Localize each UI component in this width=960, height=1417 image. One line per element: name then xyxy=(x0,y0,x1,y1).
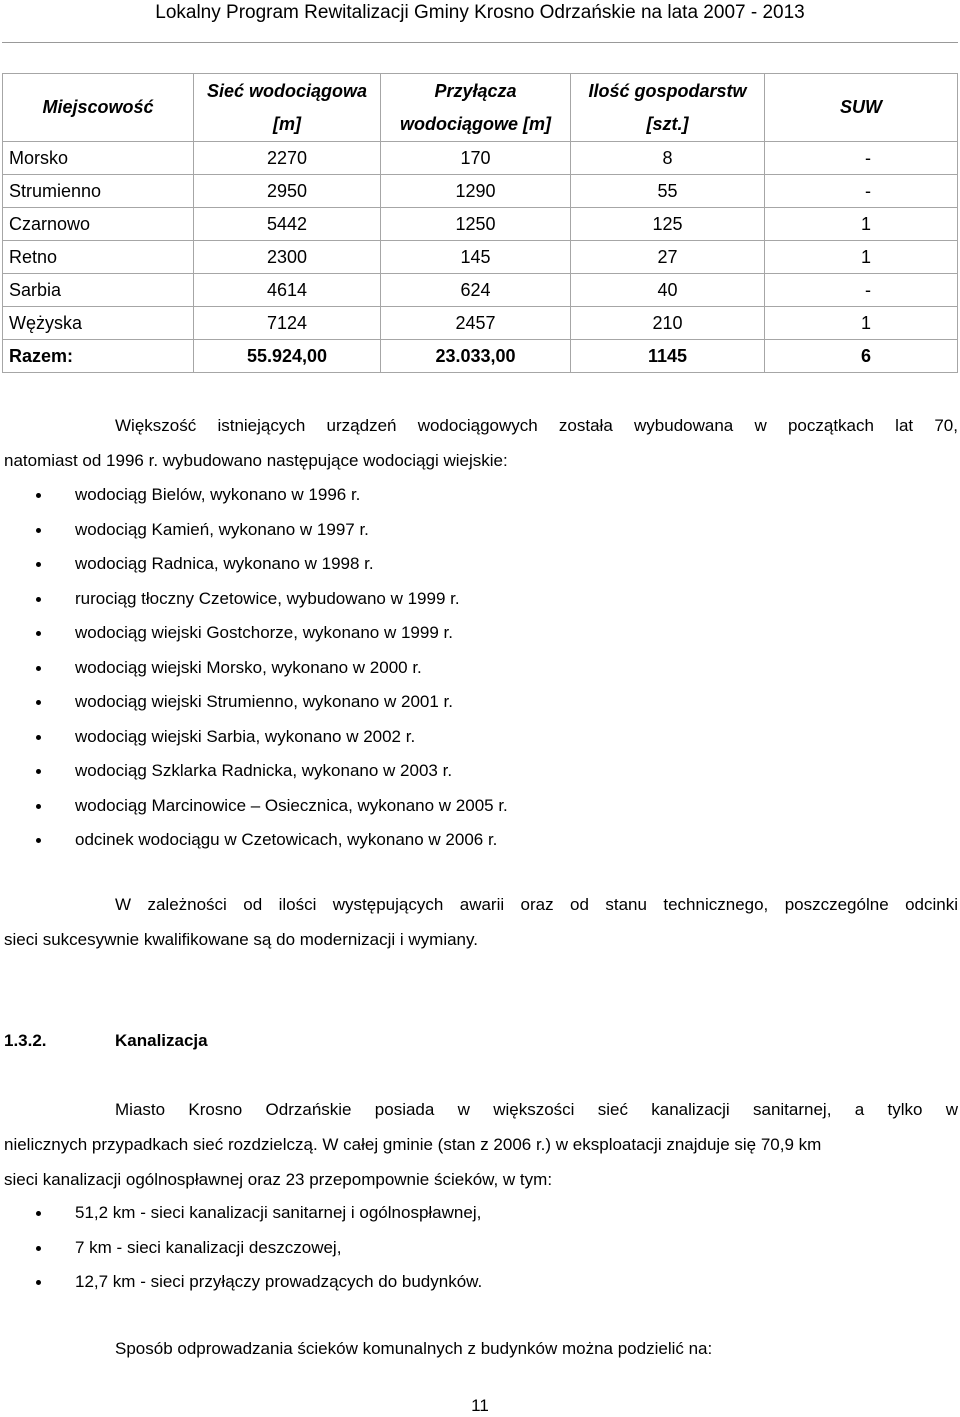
bullet-icon xyxy=(36,1280,41,1285)
paragraph-maintenance xyxy=(4,887,958,957)
table-cell: - xyxy=(765,274,958,307)
table-row xyxy=(3,274,958,307)
list-item: wodociąg Bielów, wykonano w 1996 r. xyxy=(0,478,940,513)
column-header-suw: SUW xyxy=(765,74,958,142)
paragraph-line: nielicznych przypadkach sieć rozdzielczą. W całej gminie (stan z 2006 r.) w eksploatacji znajduje się 70,9 km xyxy=(4,1135,822,1154)
table-cell: 2270 xyxy=(194,142,381,175)
paragraph-line: Miasto Krosno Odrzańskie posiada w większości sieć kanalizacji sanitarnej, a tylko w xyxy=(115,1100,958,1119)
table-cell: 2950 xyxy=(194,175,381,208)
table-cell: 27 xyxy=(571,241,765,274)
bullet-icon xyxy=(36,528,41,533)
list-item: wodociąg wiejski Sarbia, wykonano w 2002 r. xyxy=(0,720,940,755)
table-cell: Czarnowo xyxy=(3,208,194,241)
table-cell: Sarbia xyxy=(3,274,194,307)
paragraph-intro xyxy=(4,408,958,478)
section-title: Kanalizacja xyxy=(115,1031,208,1050)
bullet-icon xyxy=(36,769,41,774)
bullet-icon xyxy=(36,666,41,671)
list-item: 51,2 km - sieci kanalizacji sanitarnej i ogólnospławnej, xyxy=(0,1196,940,1231)
paragraph-drainage xyxy=(4,1331,958,1366)
bullet-icon xyxy=(36,838,41,843)
bullet-icon xyxy=(36,631,41,636)
table-cell: 6 xyxy=(765,340,958,373)
list-item: wodociąg wiejski Strumienno, wykonano w 2001 r. xyxy=(0,685,940,720)
water-supply-list xyxy=(0,478,940,858)
list-item: wodociąg Radnica, wykonano w 1998 r. xyxy=(0,547,940,582)
table-row xyxy=(3,175,958,208)
column-header-miejscowosc: Miejscowość xyxy=(3,74,194,142)
table-cell: 125 xyxy=(571,208,765,241)
table-cell: Retno xyxy=(3,241,194,274)
bullet-icon xyxy=(36,735,41,740)
table-cell: 55.924,00 xyxy=(194,340,381,373)
table-row xyxy=(3,208,958,241)
bullet-icon xyxy=(36,1211,41,1216)
column-header-gospodarstwa: Ilość gospodarstw [szt.] xyxy=(571,74,765,142)
paragraph-line: Większość istniejących urządzeń wodociągowych została wybudowana w początkach lat 70, xyxy=(115,416,958,435)
table-cell: 210 xyxy=(571,307,765,340)
bullet-icon xyxy=(36,804,41,809)
bullet-icon xyxy=(36,562,41,567)
column-header-siec: Sieć wodociągowa [m] xyxy=(194,74,381,142)
table-cell: 145 xyxy=(381,241,571,274)
table-cell: Razem: xyxy=(3,340,194,373)
paragraph-line: sieci sukcesywnie kwalifikowane są do modernizacji i wymiany. xyxy=(4,930,478,949)
table-cell: 170 xyxy=(381,142,571,175)
list-item: wodociąg Szklarka Radnicka, wykonano w 2003 r. xyxy=(0,754,940,789)
table-cell: - xyxy=(765,142,958,175)
section-number: 1.3.2. xyxy=(4,1031,47,1050)
table-row xyxy=(3,307,958,340)
bullet-icon xyxy=(36,1246,41,1251)
paragraph-sewage xyxy=(4,1092,958,1197)
table-row xyxy=(3,142,958,175)
water-supply-table xyxy=(2,73,958,373)
bullet-icon xyxy=(36,700,41,705)
list-item: rurociąg tłoczny Czetowice, wybudowano w 1999 r. xyxy=(0,582,940,617)
table-cell: 2300 xyxy=(194,241,381,274)
table-cell: 55 xyxy=(571,175,765,208)
paragraph-line: W zależności od ilości występujących awarii oraz od stanu technicznego, poszczególne odcinki xyxy=(115,895,958,914)
table-cell: 624 xyxy=(381,274,571,307)
table-cell: - xyxy=(765,175,958,208)
column-header-przylacza: Przyłącza wodociągowe [m] xyxy=(381,74,571,142)
table-cell: 1 xyxy=(765,307,958,340)
list-item: odcinek wodociągu w Czetowicach, wykonano w 2006 r. xyxy=(0,823,940,858)
list-item: wodociąg Kamień, wykonano w 1997 r. xyxy=(0,513,940,548)
table-cell: 1 xyxy=(765,208,958,241)
table-row xyxy=(3,241,958,274)
header-divider xyxy=(2,42,958,43)
table-cell: 1250 xyxy=(381,208,571,241)
sewage-list xyxy=(0,1196,940,1300)
table-cell: 8 xyxy=(571,142,765,175)
list-item: wodociąg Marcinowice – Osiecznica, wykonano w 2005 r. xyxy=(0,789,940,824)
table-cell: 1145 xyxy=(571,340,765,373)
table-cell: 5442 xyxy=(194,208,381,241)
table-total-row xyxy=(3,340,958,373)
paragraph-line: sieci kanalizacji ogólnospławnej oraz 23 przepompownie ścieków, w tym: xyxy=(4,1170,553,1189)
list-item: 7 km - sieci kanalizacji deszczowej, xyxy=(0,1231,940,1266)
table-cell: Wężyska xyxy=(3,307,194,340)
paragraph-line: Sposób odprowadzania ścieków komunalnych z budynków można podzielić na: xyxy=(115,1339,713,1358)
table-cell: 23.033,00 xyxy=(381,340,571,373)
list-item: 12,7 km - sieci przyłączy prowadzących do budynków. xyxy=(0,1265,940,1300)
list-item: wodociąg wiejski Gostchorze, wykonano w 1999 r. xyxy=(0,616,940,651)
page-number: 11 xyxy=(471,1396,489,1415)
table-cell: 4614 xyxy=(194,274,381,307)
paragraph-line: natomiast od 1996 r. wybudowano następujące wodociągi wiejskie: xyxy=(4,451,508,470)
table-cell: 40 xyxy=(571,274,765,307)
table-cell: Morsko xyxy=(3,142,194,175)
bullet-icon xyxy=(36,493,41,498)
table-cell: 1290 xyxy=(381,175,571,208)
bullet-icon xyxy=(36,597,41,602)
table-cell: 1 xyxy=(765,241,958,274)
list-item: wodociąg wiejski Morsko, wykonano w 2000 r. xyxy=(0,651,940,686)
table-cell: 2457 xyxy=(381,307,571,340)
table-cell: Strumienno xyxy=(3,175,194,208)
page-header-title: Lokalny Program Rewitalizacji Gminy Krosno Odrzańskie na lata 2007 - 2013 xyxy=(155,2,805,23)
table-cell: 7124 xyxy=(194,307,381,340)
table-header-row xyxy=(3,74,958,142)
